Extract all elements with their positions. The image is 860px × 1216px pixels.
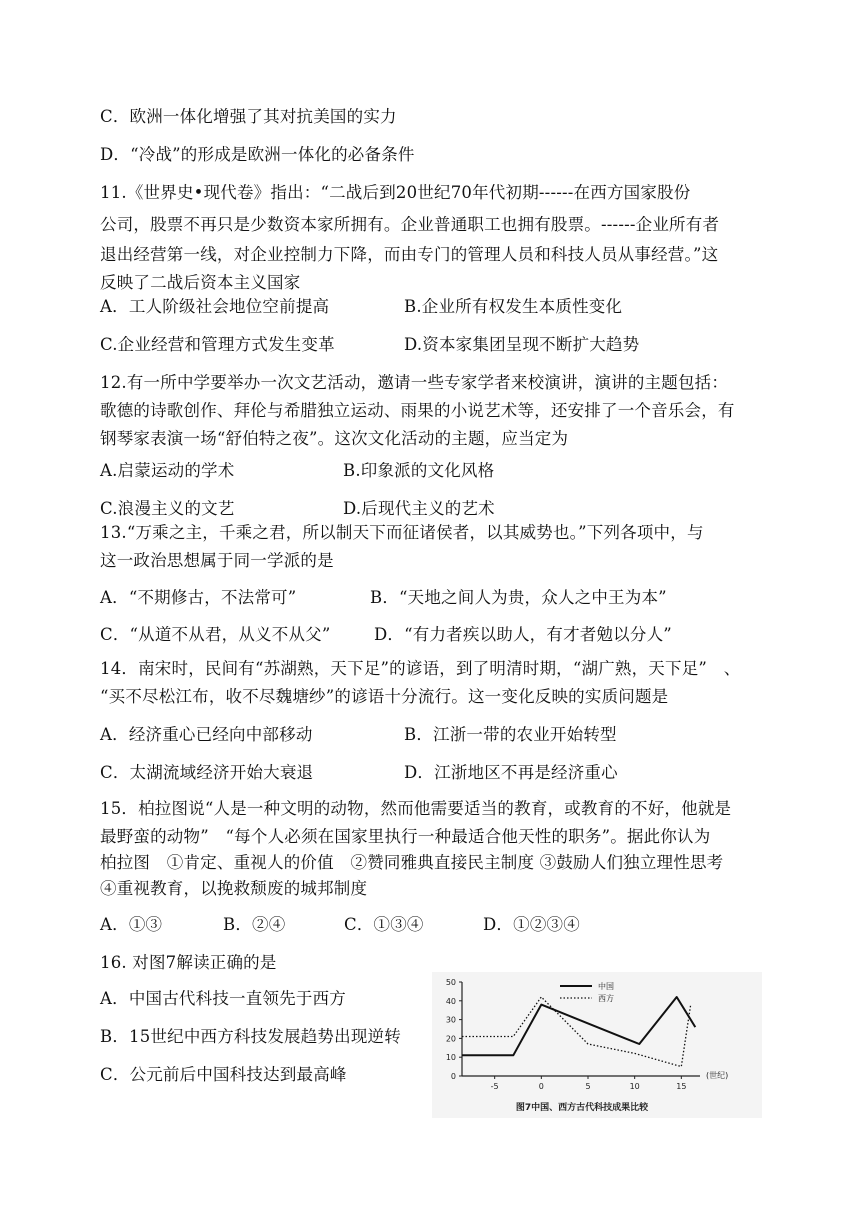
- q11-option-d: D.资本家集团呈现不断扩大趋势: [404, 335, 640, 354]
- q15-stem-line-1: 15．柏拉图说“人是一种文明的动物，然而他需要适当的教育，或教育的不好，他就是: [100, 799, 732, 818]
- q11-stem-line-1: 11.《世界史•现代卷》指出：“二战后到20世纪70年代初期------在西方国家股份: [100, 183, 691, 202]
- q13-option-a: A．“不期修古，不法常可”: [100, 588, 297, 607]
- q11-option-a: A．工人阶级社会地位空前提高: [100, 297, 330, 316]
- q15-stem-line-4: ④重视教育，以挽救颓废的城邦制度: [100, 879, 368, 898]
- q15-option-d: D．①②③④: [483, 915, 580, 934]
- q11-stem-line-4: 反映了二战后资本主义国家: [100, 273, 301, 292]
- q11-option-b: B.企业所有权发生本质性变化: [404, 297, 623, 316]
- y-tick-label: 30: [445, 1015, 456, 1025]
- q11-options-row-2: [100, 334, 640, 356]
- q12-option-c: C.浪漫主义的文艺: [100, 499, 235, 518]
- q11-option-c: C.企业经营和管理方式发生变革: [100, 335, 335, 354]
- line-chart: [432, 972, 762, 1118]
- q14-options-row-2: [100, 762, 618, 784]
- q11-stem-line-3: 退出经营第一线，对企业控制力下降，而由专门的管理人员和科技人员从事经营。”这: [100, 245, 719, 264]
- q12-stem-line-1: 12.有一所中学要举办一次文艺活动，邀请一些专家学者来校演讲，演讲的主题包括：: [100, 373, 729, 392]
- x-tick-label: 15: [676, 1082, 687, 1091]
- q15-option-c: C．①③④: [344, 915, 424, 934]
- q15-options-row: [100, 914, 580, 936]
- q11-options-row-1: [100, 296, 623, 318]
- x-axis-label: (世纪): [706, 1071, 729, 1080]
- q14-stem-line-1: 14．南宋时，民间有“苏湖熟，天下足”的谚语，到了明清时期，“湖广熟，天下足” 、: [100, 659, 741, 678]
- q14-option-a: A．经济重心已经向中部移动: [100, 725, 313, 744]
- q12-option-b: B.印象派的文化风格: [343, 461, 495, 480]
- q13-option-c: C．“从道不从君，从义不从父”: [100, 625, 331, 644]
- chart-background: [432, 972, 762, 1118]
- q13-option-d: D．“有力者疾以助人，有才者勉以分人”: [374, 625, 672, 644]
- chart-title: 图7中国、西方古代科技成果比较: [515, 1103, 649, 1113]
- q14-option-d: D．江浙地区不再是经济重心: [404, 763, 618, 782]
- q12-option-a: A.启蒙运动的学术: [100, 461, 235, 480]
- q13-option-b: B．“天地之间人为贵，众人之中王为本”: [370, 588, 667, 607]
- q13-options-row-1: [100, 587, 667, 609]
- q10-option-d: D．“冷战”的形成是欧洲一体化的必备条件: [100, 145, 415, 164]
- q12-options-row-2: [100, 498, 495, 520]
- q15-stem-line-2: 最野蛮的动物” “每个人必须在国家里执行一种最适合他天性的职务”。据此你认为: [100, 827, 711, 846]
- q13-stem-line-2: 这一政治思想属于同一学派的是: [100, 551, 334, 570]
- q10-option-c: C．欧洲一体化增强了其对抗美国的实力: [100, 107, 397, 126]
- q12-options-row-1: [100, 460, 495, 482]
- x-tick-label: -5: [490, 1082, 499, 1091]
- q16-option-a: A．中国古代科技一直领先于西方: [100, 989, 346, 1008]
- x-tick-label: 0: [538, 1082, 544, 1091]
- figure-7-chart: [432, 972, 762, 1118]
- q16-stem: 16. 对图7解读正确的是: [100, 953, 277, 972]
- legend-label-china: 中国: [598, 982, 614, 991]
- q12-option-d: D.后现代主义的艺术: [343, 499, 495, 518]
- q13-stem-line-1: 13.“万乘之主，千乘之君，所以制天下而征诸侯者，以其威势也。”下列各项中，与: [100, 523, 704, 542]
- q15-option-b: B．②④: [223, 915, 286, 934]
- x-tick-label: 10: [629, 1082, 640, 1091]
- q13-options-row-2: [100, 624, 672, 646]
- y-tick-label: 20: [445, 1034, 456, 1044]
- y-tick-label: 50: [445, 978, 456, 987]
- q15-option-a: A．①③: [100, 915, 163, 934]
- q12-stem-line-3: 钢琴家表演一场“舒伯特之夜”。这次文化活动的主题，应当定为: [100, 429, 569, 448]
- q14-option-c: C．太湖流域经济开始大衰退: [100, 763, 314, 782]
- q14-stem-line-2: “买不尽松江布，收不尽魏塘纱”的谚语十分流行。这一变化反映的实质问题是: [100, 687, 669, 706]
- q14-options-row-1: [100, 724, 617, 746]
- q15-stem-line-3: 柏拉图 ①肯定、重视人的价值 ②赞同雅典直接民主制度 ③鼓励人们独立理性思考: [100, 853, 724, 872]
- y-tick-label: 10: [445, 1053, 456, 1063]
- x-tick-label: 5: [585, 1082, 591, 1091]
- q12-stem-line-2: 歌德的诗歌创作、拜伦与希腊独立运动、雨果的小说艺术等，还安排了一个音乐会，有: [100, 401, 735, 420]
- q11-stem-line-2: 公司，股票不再只是少数资本家所拥有。企业普通职工也拥有股票。------企业所有者: [100, 215, 720, 234]
- legend-label-west: 西方: [598, 994, 614, 1003]
- q14-option-b: B．江浙一带的农业开始转型: [404, 725, 617, 744]
- q16-option-b: B．15世纪中西方科技发展趋势出现逆转: [100, 1027, 401, 1046]
- q16-option-c: C．公元前后中国科技达到最高峰: [100, 1065, 347, 1084]
- y-tick-label: 0: [450, 1072, 456, 1081]
- y-tick-label: 40: [445, 996, 456, 1006]
